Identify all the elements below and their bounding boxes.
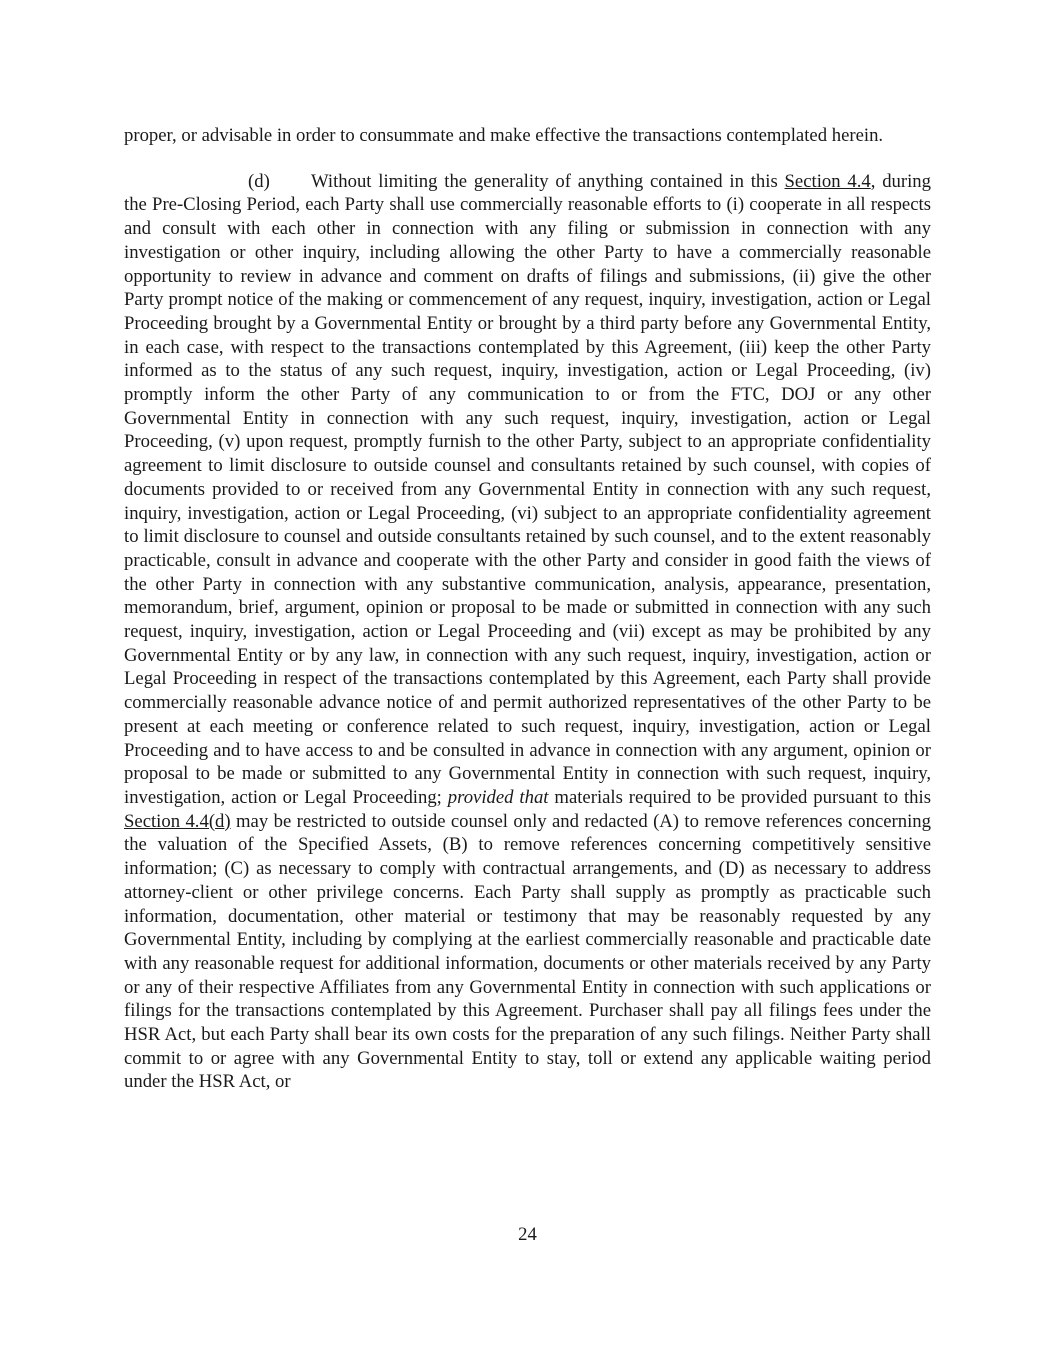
document-body (124, 124, 931, 1094)
section-reference-link: Section 4.4 (784, 170, 871, 192)
subsection-text-part1: Without limiting the generality of anything contained in this (311, 170, 778, 192)
page-number: 24 (518, 1224, 537, 1245)
subsection-text-part2: , during the Pre-Closing Period, each Party shall use commercially reasonable efforts to (i) cooperate in all respects and consult with each other in connection with any filing or submission in connection with any investigation or other inquiry, including allowing the other Party to have a commercially reasonable opportunity to review in advance and comment on drafts of filings and submissions, (ii) give the other Party prompt notice of the making or commencement of any request, inquiry, investigation, action or Legal Proceeding brought by a Governmental Entity or brought by a third party before any Governmental Entity, in each case, with respect to the transactions contemplated by this Agreement, (iii) keep the other Party informed as to the status of any such request, inquiry, investigation, action or Legal Proceeding, (iv) promptly inform the other Party of any communication to or from the FTC, DOJ or any other Governmental Entity in connection with any such request, inquiry, investigation, action or Legal Proceeding, (v) upon request, promptly furnish to the other Party, subject to an appropriate confidentiality agreement to limit disclosure to outside counsel and consultants retained by such counsel, with copies of documents provided to or received from any Governmental Entity in connection with any such request, inquiry, investigation, action or Legal Proceeding, (vi) subject to an appropriate confidentiality agreement to limit disclosure to counsel and outside consultants retained by such counsel, and to the extent reasonably practicable, consult in advance and cooperate with the other Party and consider in good faith the views of the other Party in connection with any substantive communication, analysis, appearance, presentation, memorandum, brief, argument, opinion or proposal to be made or submitted in connection with any such request, inquiry, investigation, action or Legal Proceeding and (vii) except as may be prohibited by any Governmental Entity or by any law, in connection with any such request, inquiry, investigation, action or Legal Proceeding in respect of the transactions contemplated by this Agreement, each Party shall provide commercially reasonable advance notice of and permit authorized representatives of the other Party to be present at each meeting or conference related to such request, inquiry, investigation, action or Legal Proceeding and to have access to and be consulted in advance in connection with any argument, opinion or proposal to be made or submitted to any Governmental Entity in connection with such request, inquiry, investigation, action or Legal Proceeding; (124, 170, 931, 808)
subsection-text-part3: materials required to be provided pursuant to this (554, 786, 931, 808)
paragraph-spacer (124, 148, 931, 170)
section-reference-link-2: Section 4.4(d) (124, 810, 231, 832)
proviso-emphasis: provided that (447, 786, 549, 808)
subsection-d (124, 170, 931, 1094)
subsection-text-part4: may be restricted to outside counsel only and redacted (A) to remove references concerning the valuation of the Specified Assets, (B) to remove references concerning competitively sensitive information; (C) as necessary to comply with contractual arrangements, and (D) as necessary to address attorney-client or other privilege concerns. Each Party shall supply as promptly as practicable such information, documentation, other material or testimony that may be reasonably requested by any Governmental Entity, including by complying at the earliest commercially reasonable and practicable date with any reasonable request for additional information, documents or other materials received by any Party or any of their respective Affiliates from any Governmental Entity in connection with such applications or filings for the transactions contemplated by this Agreement. Purchaser shall pay all filings fees under the HSR Act, but each Party shall bear its own costs for the preparation of any such filings. Neither Party shall commit to or agree with any Governmental Entity to stay, toll or extend any applicable waiting period under the HSR Act, or (124, 810, 931, 1093)
paragraph-continuation: proper, or advisable in order to consummate and make effective the transactions contemplated herein. (124, 125, 884, 146)
subsection-marker: (d) (248, 170, 270, 192)
